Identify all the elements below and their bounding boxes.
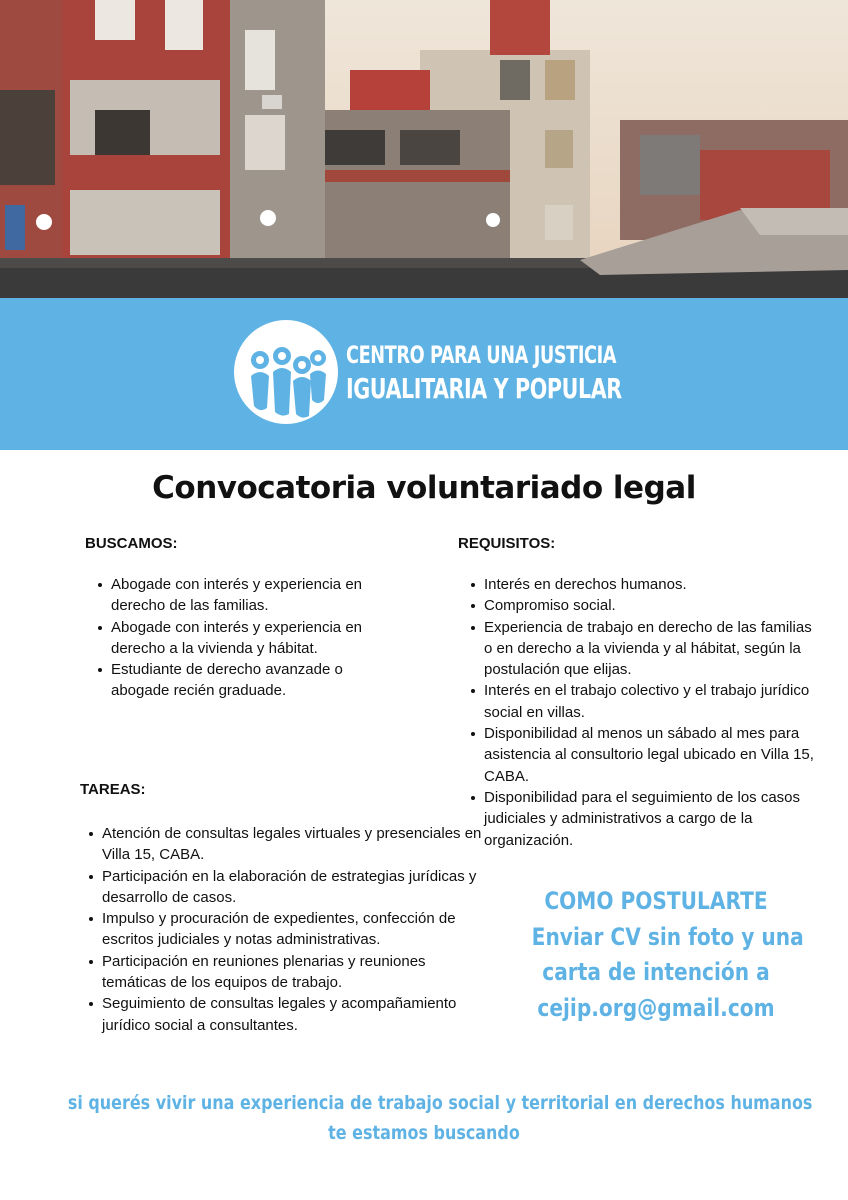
people-group-logo bbox=[232, 318, 340, 426]
list-item: Estudiante de derecho avanzade o abogade recién graduade. bbox=[111, 659, 381, 702]
organization-name-line2: IGUALITARIA Y POPULAR bbox=[346, 372, 622, 405]
list-item: Abogade con interés y experiencia en derecho a la vivienda y hábitat. bbox=[111, 617, 381, 660]
neighborhood-buildings-photo bbox=[0, 0, 848, 298]
organization-name-line1: CENTRO PARA UNA JUSTICIA bbox=[346, 341, 617, 369]
tareas-list bbox=[84, 823, 482, 1036]
requisitos-list bbox=[466, 574, 824, 851]
list-item: Interés en derechos humanos. bbox=[484, 574, 824, 595]
list-item: Seguimiento de consultas legales y acompañamiento jurídico social a consultantes. bbox=[102, 993, 482, 1036]
how-to-apply-line3: carta de intención a bbox=[542, 958, 770, 986]
requisitos-heading: REQUISITOS: bbox=[458, 535, 556, 552]
buscamos-heading: BUSCAMOS: bbox=[85, 535, 178, 552]
header-photo bbox=[0, 0, 848, 298]
buscamos-list bbox=[93, 574, 381, 702]
list-item: Experiencia de trabajo en derecho de las familias o en derecho a la vivienda y al hábitat, según la postulación que elijas. bbox=[484, 617, 824, 681]
list-item: Participación en la elaboración de estrategias jurídicas y desarrollo de casos. bbox=[102, 866, 482, 909]
organization-name bbox=[346, 338, 682, 406]
how-to-apply-heading: COMO POSTULARTE bbox=[544, 887, 768, 915]
organization-banner bbox=[0, 298, 848, 450]
footer-slogan bbox=[0, 1088, 848, 1148]
list-item: Participación en reuniones plenarias y reuniones temáticas de los equipos de trabajo. bbox=[102, 951, 482, 994]
list-item: Disponibilidad para el seguimiento de los casos judiciales y administrativos a cargo de la organización. bbox=[484, 787, 824, 851]
list-item: Interés en el trabajo colectivo y el trabajo jurídico social en villas. bbox=[484, 680, 824, 723]
page-title: Convocatoria voluntariado legal bbox=[152, 470, 696, 506]
list-item: Atención de consultas legales virtuales y presenciales en Villa 15, CABA. bbox=[102, 823, 482, 866]
how-to-apply bbox=[508, 884, 804, 1026]
slogan-line2: te estamos buscando bbox=[328, 1122, 520, 1144]
tareas-heading: TAREAS: bbox=[80, 781, 146, 798]
list-item: Abogade con interés y experiencia en derecho de las familias. bbox=[111, 574, 381, 617]
list-item: Impulso y procuración de expedientes, confección de escritos judiciales y notas administrativas. bbox=[102, 908, 482, 951]
how-to-apply-line2: Enviar CV sin foto y una bbox=[531, 922, 804, 951]
list-item: Compromiso social. bbox=[484, 595, 824, 616]
list-item: Disponibilidad al menos un sábado al mes para asistencia al consultorio legal ubicado en Villa 15, CABA. bbox=[484, 723, 824, 787]
slogan-line1: si querés vivir una experiencia de trabajo social y territorial en derechos humanos bbox=[67, 1092, 813, 1114]
contact-email[interactable]: cejip.org@gmail.com bbox=[537, 993, 775, 1022]
